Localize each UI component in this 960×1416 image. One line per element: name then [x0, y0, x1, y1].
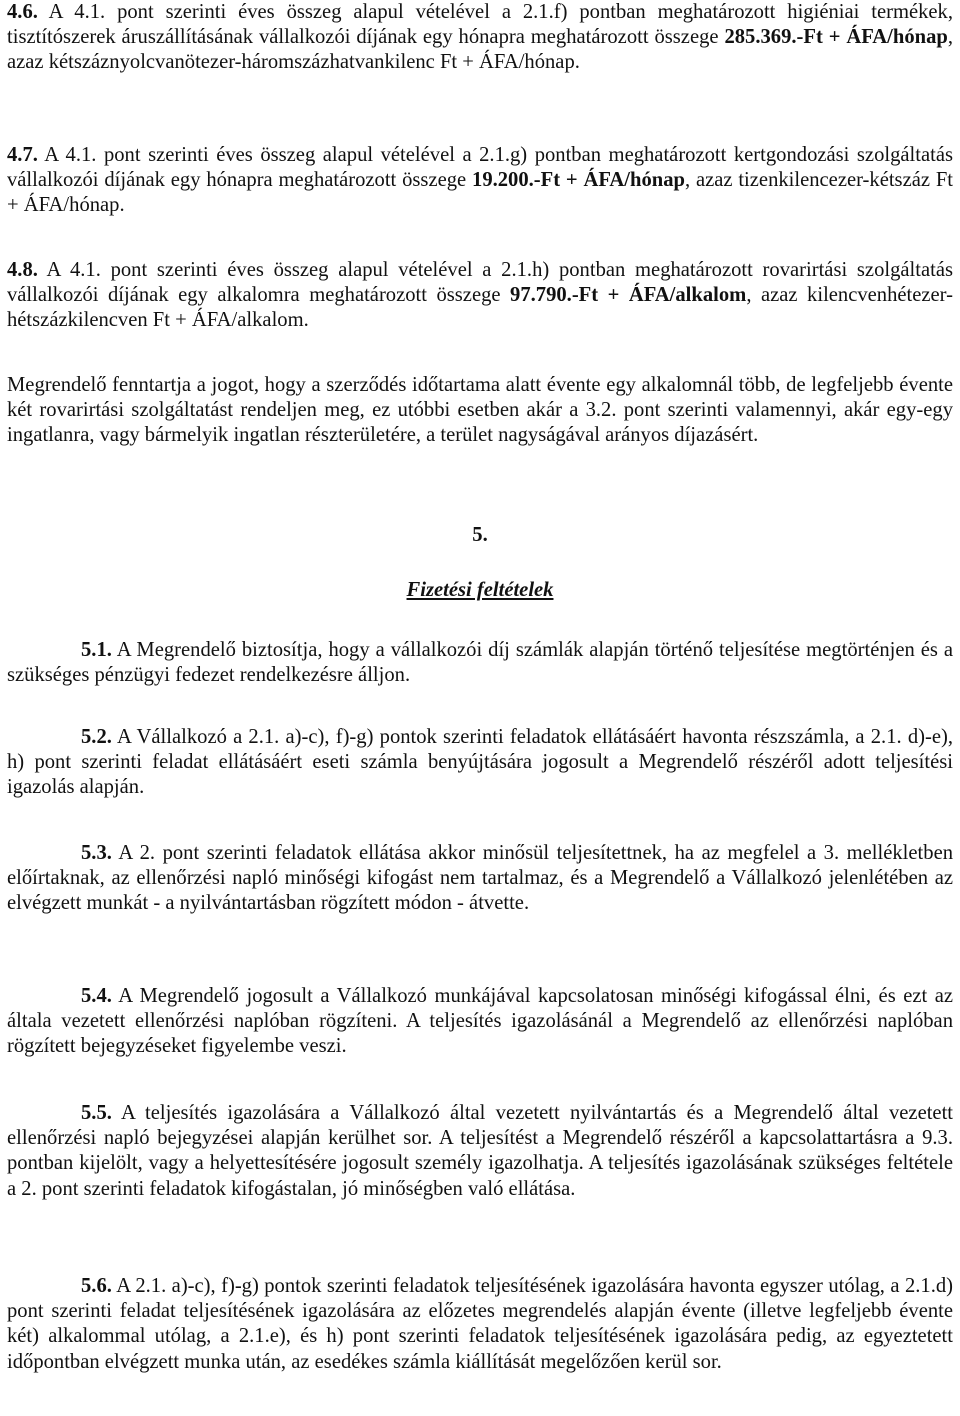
paragraph-number: 5.1. [81, 639, 112, 661]
paragraph-number: 5.3. [81, 842, 112, 864]
paragraph-number: 5.6. [81, 1275, 112, 1297]
paragraph-5-6 [7, 1274, 953, 1375]
paragraph-text: A Megrendelő jogosult a Vállalkozó munkájával kapcsolatosan minőségi kifogással élni, és ezt az általa vezetett ellenőrzési naplóban rögzíteni. A teljesítés igazolásánál a Megrendelő az ellenőrzési naplóban rögzített bejegyzéseket figyelembe veszi. [7, 985, 953, 1058]
paragraph-number: 4.6. [7, 1, 38, 23]
amount-in-words: , azaz tizenkilencezer-kétszáz Ft + ÁFA/hónap. [7, 169, 954, 217]
paragraph-5-1 [7, 638, 953, 688]
amount: 285.369.-Ft + ÁFA/hónap [724, 26, 948, 49]
paragraph-text: A Megrendelő biztosítja, hogy a vállalkozói díj számlák alapján történő teljesítése megtörténjen és a szükséges pénzügyi fedezet rendelkezésre álljon. [7, 639, 954, 687]
paragraph-pest-control-note: Megrendelő fenntartja a jogot, hogy a szerződés időtartama alatt évente egy alkalomnál több, de legfeljebb évente két rovarirtási szolgáltatást rendeljen meg, ez utóbbi esetben akár a 3.2. pont szerinti valamennyi, akár egy-egy ingatlanra, vagy bármelyik ingatlan részterületére, a terület nagyságával arányos díjazásért. [7, 374, 953, 447]
paragraph-5-4 [7, 984, 953, 1060]
amount-in-words: , azaz kétszáznyolcvanötezer-háromszázhatvankilenc Ft + ÁFA/hónap. [7, 26, 954, 74]
section-number: 5. [472, 524, 488, 546]
paragraph-number: 5.5. [81, 1102, 112, 1124]
paragraph-number: 4.7. [7, 144, 38, 166]
paragraph-4-8 [7, 258, 953, 334]
amount-in-words: , azaz kilencvenhétezer-hétszázkilencven Ft + ÁFA/alkalom. [7, 284, 953, 332]
paragraph-text: A teljesítés igazolására a Vállalkozó által vezetett nyilvántartás és a Megrendelő által vezetett ellenőrzési napló bejegyzései alapján kerülhet sor. A teljesítést a Megrendelő részéről a kapcsolattartásra a 9.3. pontban kijelölt, vagy a helyettesítésére jogosult személy igazolhatja. A teljesítés igazolásának szükséges feltétele a 2. pont szerinti feladatok kifogástalan, jó minőségben való ellátása. [7, 1102, 954, 1200]
paragraph-5-2 [7, 725, 953, 801]
paragraph-number: 5.4. [81, 985, 112, 1007]
paragraph-5-5 [7, 1101, 953, 1202]
paragraph-text: A 4.1. pont szerinti éves összeg alapul vételével a 2.1.g) pontban meghatározott kertgondozási szolgáltatás vállalkozói díjának egy hónapra meghatározott összege [7, 144, 953, 192]
section-title: Fizetési feltételek [406, 579, 554, 601]
paragraph-number: 5.2. [81, 726, 112, 748]
paragraph-4-6 [7, 0, 953, 76]
paragraph-4-7 [7, 143, 953, 219]
amount: 19.200.-Ft + ÁFA/hónap [472, 169, 685, 192]
paragraph-text: A Vállalkozó a 2.1. a)-c), f)-g) pontok szerinti feladatok ellátásáért havonta részszámla, a 2.1. d)-e), h) pont szerinti feladat ellátásáért eseti számla benyújtására jogosult a Megrendelő részéről adott teljesítési igazolás alapján. [7, 726, 954, 799]
paragraph-text: A 2.1. a)-c), f)-g) pontok szerinti feladatok teljesítésének igazolására havonta egyszer utólag, a 2.1.d) pont szerinti feladat teljesítésének igazolására az előzetes megrendelés alapján évente (illetve legfeljebb évente két) alkalommal utólag, a 2.1.e), és h) pont szerinti feladatok teljesítésének igazolására pedig, az egyeztetett időpontban elvégzett munka után, az esedékes számla kiállítását megelőzően kerül sor. [7, 1275, 953, 1373]
paragraph-5-3 [7, 841, 953, 917]
paragraph-text: A 4.1. pont szerinti éves összeg alapul vételével a 2.1.f) pontban meghatározott higiéniai termékek, tisztítószerek áruszállításának vállalkozói díjának egy hónapra meghatározott összege [7, 1, 953, 49]
paragraph-number: 4.8. [7, 259, 38, 281]
paragraph-text: A 2. pont szerinti feladatok ellátása akkor minősül teljesítettnek, ha az megfelel a 3. mellékletben előírtaknak, az ellenőrzési napló minőségi kifogást nem tartalmaz, és a Megrendelő a Vállalkozó jelenlétében az elvégzett munkát - a nyilvántartásban rögzített módon - átvette. [7, 842, 954, 915]
amount: 97.790.-Ft + ÁFA/alkalom [510, 284, 747, 307]
paragraph-text: A 4.1. pont szerinti éves összeg alapul vételével a 2.1.h) pontban meghatározott rovarirtási szolgáltatás vállalkozói díjának egy alkalomra meghatározott összege [7, 259, 953, 307]
